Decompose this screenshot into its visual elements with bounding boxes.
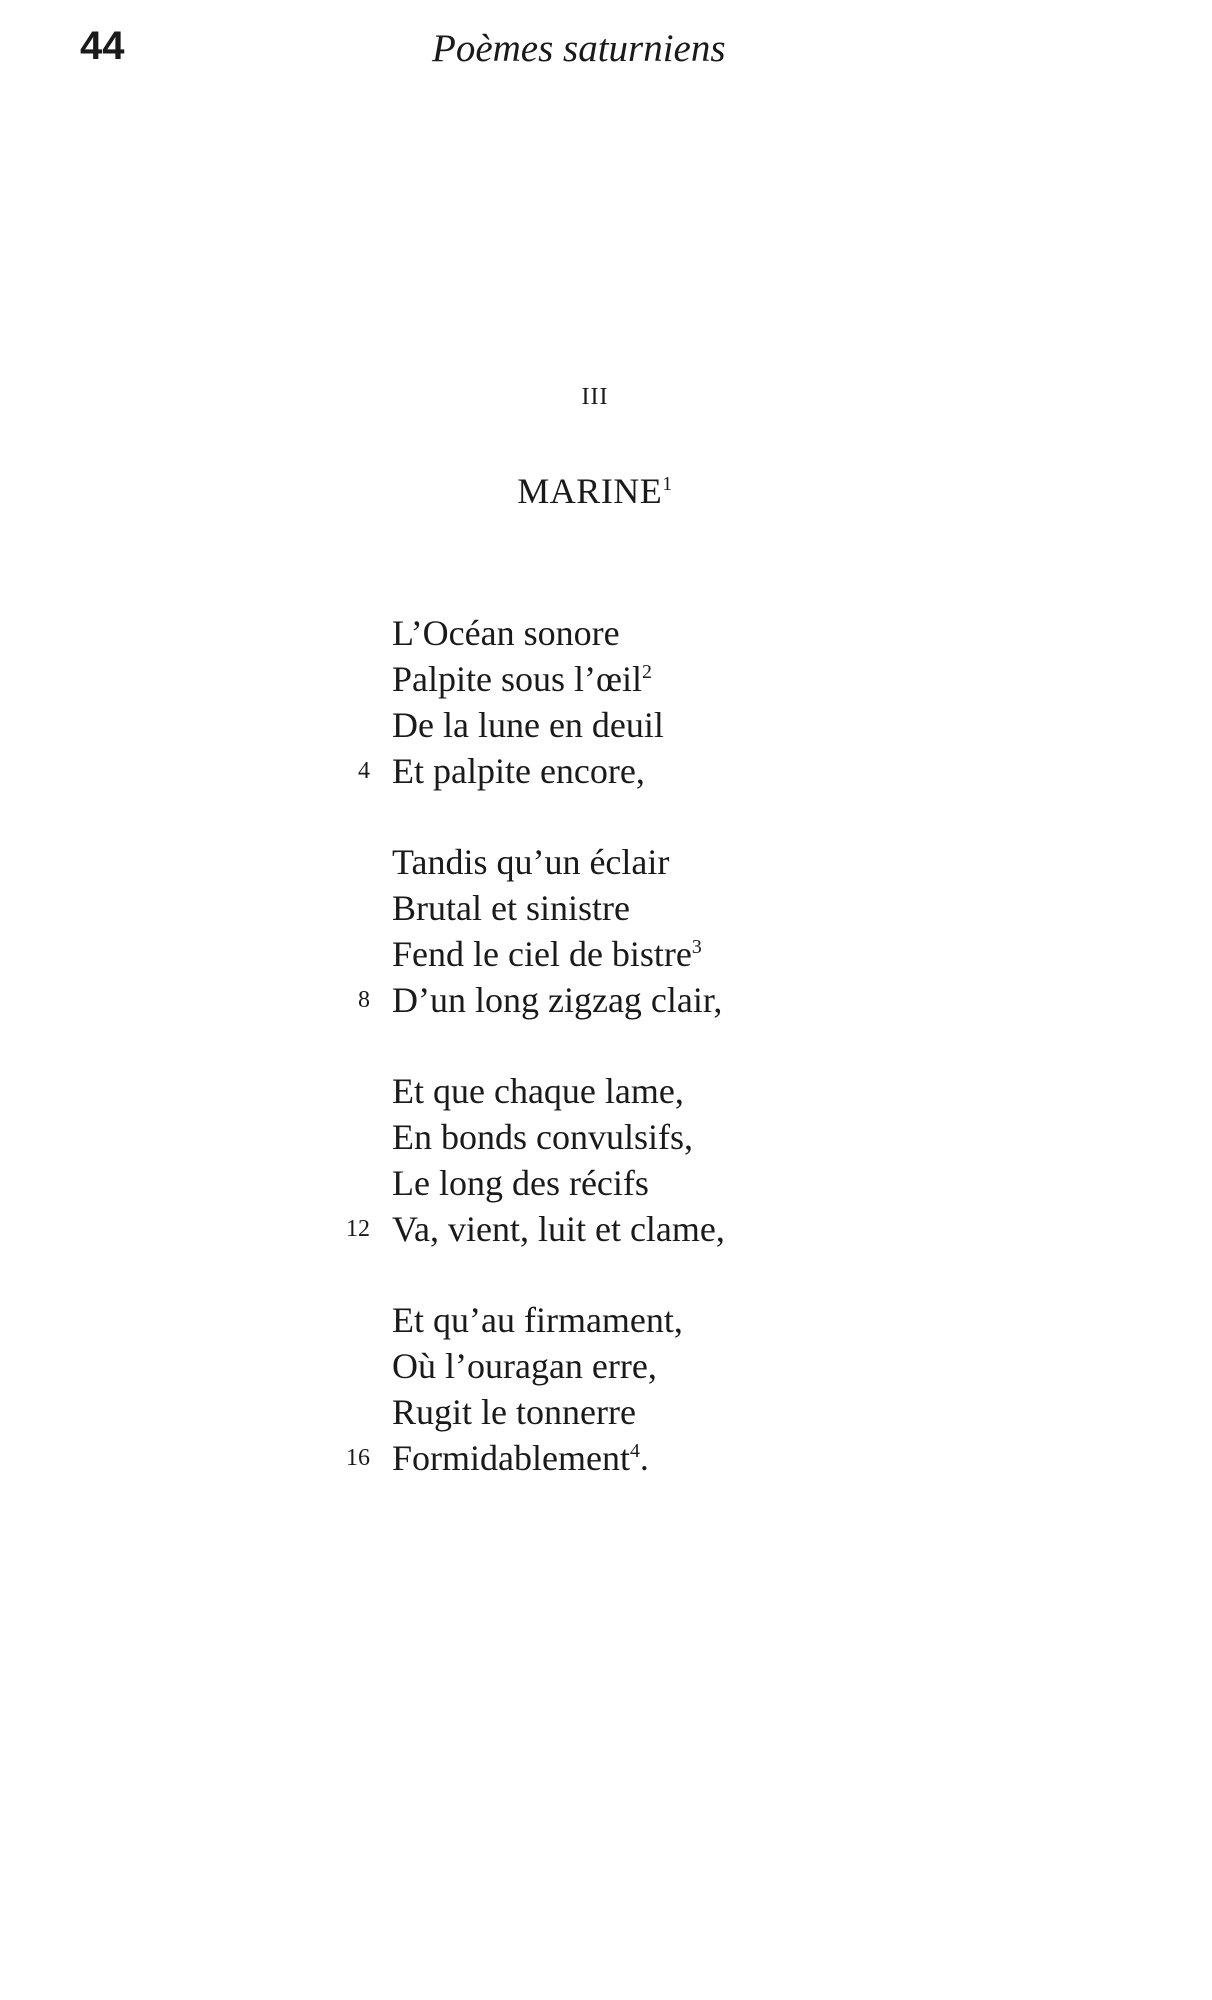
line-number: 8	[358, 987, 370, 1013]
verse-text: Palpite sous l’œil	[392, 659, 642, 699]
verse-text: De la lune en deuil	[392, 705, 664, 745]
verse-text: Et palpite encore,	[392, 751, 645, 791]
stanza	[330, 1297, 725, 1481]
verse-line	[330, 1068, 725, 1114]
verse-line	[330, 1343, 725, 1389]
verse-line	[330, 839, 725, 885]
verse-line	[330, 1435, 725, 1481]
verse-line	[330, 1297, 725, 1343]
footnote-ref: 3	[691, 936, 702, 958]
verse-text: Où l’ouragan erre,	[392, 1346, 657, 1386]
verse-text: Tandis qu’un éclair	[392, 842, 670, 882]
verse-text: Et qu’au firmament,	[392, 1300, 683, 1340]
verse-text: En bonds convulsifs,	[392, 1117, 693, 1157]
verse-punctuation: .	[639, 1438, 649, 1478]
verse-line	[330, 1160, 725, 1206]
stanza	[330, 1068, 725, 1252]
verse-text: Rugit le tonnerre	[392, 1392, 636, 1432]
verse-line	[330, 931, 725, 977]
poem-title	[0, 470, 1190, 512]
line-number: 4	[358, 758, 370, 784]
stanza	[330, 839, 725, 1023]
verse-text: Et que chaque lame,	[392, 1071, 684, 1111]
verse-line	[330, 977, 725, 1023]
verse-text: Va, vient, luit et clame,	[392, 1209, 725, 1249]
verse-line	[330, 885, 725, 931]
verse-line	[330, 656, 725, 702]
stanza	[330, 610, 725, 794]
verse-line	[330, 1389, 725, 1435]
verse-line	[330, 1114, 725, 1160]
poem-body	[330, 610, 725, 1526]
verse-line	[330, 610, 725, 656]
verse-line	[330, 702, 725, 748]
poem-title-text: MARINE	[517, 471, 663, 511]
verse-text: Formidablement	[392, 1438, 630, 1478]
verse-text: Brutal et sinistre	[392, 888, 630, 928]
running-head: Poèmes saturniens	[432, 27, 726, 70]
verse-text: Fend le ciel de bistre	[392, 934, 692, 974]
section-number: III	[581, 384, 609, 410]
footnote-ref: 4	[629, 1440, 640, 1462]
footnote-ref: 2	[642, 661, 652, 683]
verse-text: Le long des récifs	[392, 1163, 649, 1203]
verse-text: L’Océan sonore	[392, 613, 620, 653]
verse-text: D’un long zigzag clair,	[392, 980, 723, 1020]
verse-line	[330, 748, 725, 794]
line-number: 12	[346, 1216, 370, 1242]
line-number: 16	[346, 1445, 370, 1471]
verse-line	[330, 1206, 725, 1252]
page-number: 44	[80, 24, 125, 68]
footnote-ref: 1	[662, 473, 673, 495]
